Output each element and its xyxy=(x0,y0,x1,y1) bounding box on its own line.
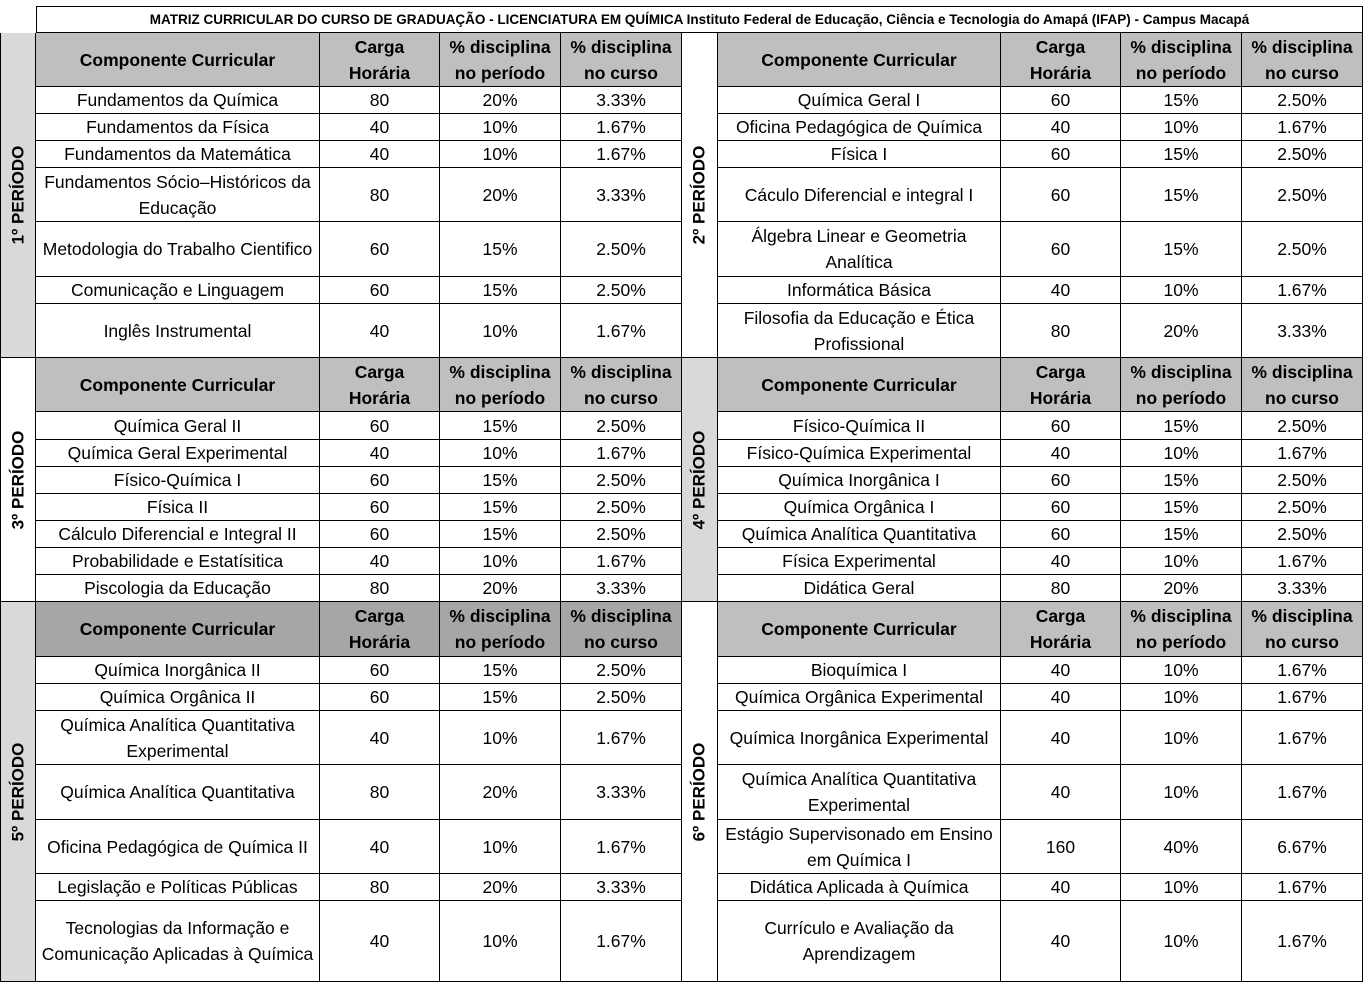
course-component: Química Geral Experimental xyxy=(36,440,320,467)
workload-hours: 60 xyxy=(1001,494,1121,521)
workload-hours: 60 xyxy=(320,222,440,277)
workload-hours: 80 xyxy=(1001,575,1121,602)
workload-hours: 60 xyxy=(320,684,440,711)
percent-period: 10% xyxy=(1121,874,1242,901)
percent-course: 1.67% xyxy=(1242,277,1363,304)
percent-period: 15% xyxy=(1121,222,1242,277)
percent-period: 20% xyxy=(440,168,561,222)
course-component: Química Inorgânica Experimental xyxy=(718,711,1001,765)
workload-hours: 60 xyxy=(320,467,440,494)
percent-course: 1.67% xyxy=(1242,711,1363,765)
workload-hours: 40 xyxy=(320,548,440,575)
column-header: Componente Curricular xyxy=(718,602,1001,657)
percent-period: 10% xyxy=(1121,548,1242,575)
course-component: Filosofia da Educação e Ética Profissional xyxy=(718,304,1001,358)
column-header: % disciplina no período xyxy=(440,33,561,87)
percent-course: 1.67% xyxy=(1242,684,1363,711)
percent-course: 1.67% xyxy=(561,304,682,358)
course-component: Fundamentos da Física xyxy=(36,114,320,141)
column-header: Carga Horária xyxy=(320,602,440,657)
workload-hours: 40 xyxy=(1001,901,1121,982)
percent-period: 20% xyxy=(1121,304,1242,358)
percent-period: 10% xyxy=(1121,657,1242,684)
percent-period: 10% xyxy=(440,114,561,141)
period-label-text: 5º PERÍODO xyxy=(8,742,28,841)
workload-hours: 80 xyxy=(320,765,440,820)
percent-period: 15% xyxy=(1121,87,1242,114)
percent-course: 1.67% xyxy=(1242,901,1363,982)
workload-hours: 40 xyxy=(1001,548,1121,575)
period-label-text: 2º PERÍODO xyxy=(689,145,709,245)
column-header: Componente Curricular xyxy=(718,33,1001,87)
course-component: Legislação e Políticas Públicas xyxy=(36,874,320,901)
workload-hours: 60 xyxy=(320,657,440,684)
percent-period: 15% xyxy=(440,412,561,440)
percent-period: 10% xyxy=(1121,440,1242,467)
column-header: % disciplina no curso xyxy=(561,33,682,87)
percent-course: 1.67% xyxy=(1242,114,1363,141)
percent-period: 10% xyxy=(440,548,561,575)
period-label-text: 4º PERÍODO xyxy=(689,430,709,529)
percent-course: 2.50% xyxy=(1242,521,1363,548)
workload-hours: 60 xyxy=(1001,222,1121,277)
course-component: Metodologia do Trabalho Cientifico xyxy=(36,222,320,277)
percent-period: 20% xyxy=(440,765,561,820)
course-component: Química Orgânica II xyxy=(36,684,320,711)
percent-period: 10% xyxy=(1121,114,1242,141)
course-component: Informática Básica xyxy=(718,277,1001,304)
period-label-text: 3º PERÍODO xyxy=(8,430,28,529)
course-component: Tecnologias da Informação e Comunicação Aplicadas à Química xyxy=(36,901,320,982)
course-component: Currículo e Avaliação da Aprendizagem xyxy=(718,901,1001,982)
percent-course: 1.67% xyxy=(561,711,682,765)
percent-course: 1.67% xyxy=(1242,765,1363,820)
course-component: Química Inorgânica II xyxy=(36,657,320,684)
workload-hours: 60 xyxy=(1001,412,1121,440)
percent-course: 3.33% xyxy=(561,575,682,602)
workload-hours: 40 xyxy=(320,304,440,358)
course-component: Química Analítica Quantitativa Experimental xyxy=(718,765,1001,820)
column-header: Carga Horária xyxy=(1001,358,1121,412)
workload-hours: 40 xyxy=(1001,657,1121,684)
percent-period: 15% xyxy=(440,277,561,304)
percent-course: 1.67% xyxy=(1242,440,1363,467)
percent-course: 2.50% xyxy=(1242,494,1363,521)
column-header: % disciplina no curso xyxy=(561,602,682,657)
workload-hours: 40 xyxy=(320,141,440,168)
percent-course: 2.50% xyxy=(561,521,682,548)
percent-course: 1.67% xyxy=(1242,874,1363,901)
course-component: Estágio Supervisonado em Ensino em Química I xyxy=(718,820,1001,874)
percent-period: 15% xyxy=(440,684,561,711)
percent-period: 10% xyxy=(440,440,561,467)
course-component: Bioquímica I xyxy=(718,657,1001,684)
percent-period: 10% xyxy=(1121,277,1242,304)
percent-period: 15% xyxy=(1121,412,1242,440)
percent-course: 3.33% xyxy=(561,168,682,222)
percent-period: 10% xyxy=(440,141,561,168)
course-component: Comunicação e Linguagem xyxy=(36,277,320,304)
workload-hours: 40 xyxy=(1001,440,1121,467)
column-header: % disciplina no curso xyxy=(1242,33,1363,87)
course-component: Fundamentos da Matemática xyxy=(36,141,320,168)
percent-period: 15% xyxy=(440,521,561,548)
percent-period: 20% xyxy=(440,575,561,602)
column-header: % disciplina no curso xyxy=(561,358,682,412)
percent-course: 1.67% xyxy=(561,440,682,467)
column-header: % disciplina no período xyxy=(1121,602,1242,657)
course-component: Química Inorgânica I xyxy=(718,467,1001,494)
course-component: Química Geral I xyxy=(718,87,1001,114)
percent-course: 1.67% xyxy=(561,548,682,575)
workload-hours: 60 xyxy=(1001,521,1121,548)
column-header: % disciplina no período xyxy=(1121,358,1242,412)
course-component: Álgebra Linear e Geometria Analítica xyxy=(718,222,1001,277)
course-component: Química Orgânica I xyxy=(718,494,1001,521)
workload-hours: 40 xyxy=(320,114,440,141)
workload-hours: 60 xyxy=(320,494,440,521)
percent-course: 2.50% xyxy=(561,494,682,521)
percent-period: 10% xyxy=(440,901,561,982)
percent-course: 2.50% xyxy=(561,467,682,494)
percent-course: 2.50% xyxy=(1242,412,1363,440)
percent-period: 20% xyxy=(440,87,561,114)
percent-period: 20% xyxy=(1121,575,1242,602)
percent-period: 20% xyxy=(440,874,561,901)
course-component: Físico-Química I xyxy=(36,467,320,494)
percent-course: 2.50% xyxy=(1242,87,1363,114)
column-header: Componente Curricular xyxy=(718,358,1001,412)
workload-hours: 40 xyxy=(320,440,440,467)
course-component: Físico-Química II xyxy=(718,412,1001,440)
column-header: Carga Horária xyxy=(1001,602,1121,657)
percent-course: 2.50% xyxy=(1242,168,1363,222)
workload-hours: 80 xyxy=(320,87,440,114)
course-component: Físico-Química Experimental xyxy=(718,440,1001,467)
column-header: Componente Curricular xyxy=(36,358,320,412)
period-label-4 xyxy=(682,358,718,602)
percent-course: 1.67% xyxy=(1242,657,1363,684)
percent-course: 2.50% xyxy=(561,412,682,440)
workload-hours: 60 xyxy=(320,412,440,440)
percent-period: 10% xyxy=(1121,901,1242,982)
period-label-5 xyxy=(0,602,36,982)
course-component: Física I xyxy=(718,141,1001,168)
percent-course: 2.50% xyxy=(561,222,682,277)
percent-period: 15% xyxy=(1121,521,1242,548)
workload-hours: 40 xyxy=(1001,114,1121,141)
percent-course: 3.33% xyxy=(1242,304,1363,358)
matrix-title: MATRIZ CURRICULAR DO CURSO DE GRADUAÇÃO - LICENCIATURA EM QUÍMICA Instituto Federal de Educação, Ciência e Tecnologia do Amapá (IFAP) - Campus Macapá xyxy=(36,6,1363,33)
percent-period: 15% xyxy=(440,494,561,521)
percent-course: 1.67% xyxy=(1242,548,1363,575)
percent-period: 15% xyxy=(1121,141,1242,168)
course-component: Química Analítica Quantitativa xyxy=(718,521,1001,548)
percent-course: 1.67% xyxy=(561,114,682,141)
period-label-text: 6º PERÍODO xyxy=(689,742,709,841)
percent-course: 2.50% xyxy=(1242,467,1363,494)
course-component: Fundamentos Sócio–Históricos da Educação xyxy=(36,168,320,222)
workload-hours: 60 xyxy=(1001,141,1121,168)
period-label-6 xyxy=(682,602,718,982)
period-label-1 xyxy=(0,33,36,358)
percent-course: 1.67% xyxy=(561,141,682,168)
workload-hours: 80 xyxy=(320,168,440,222)
percent-course: 3.33% xyxy=(1242,575,1363,602)
course-component: Didática Geral xyxy=(718,575,1001,602)
percent-period: 10% xyxy=(1121,765,1242,820)
workload-hours: 160 xyxy=(1001,820,1121,874)
percent-period: 15% xyxy=(1121,494,1242,521)
column-header: Carga Horária xyxy=(320,33,440,87)
column-header: % disciplina no período xyxy=(440,358,561,412)
percent-period: 10% xyxy=(440,711,561,765)
percent-period: 10% xyxy=(440,304,561,358)
percent-course: 1.67% xyxy=(561,820,682,874)
workload-hours: 80 xyxy=(1001,304,1121,358)
percent-period: 15% xyxy=(1121,168,1242,222)
column-header: % disciplina no período xyxy=(1121,33,1242,87)
percent-course: 2.50% xyxy=(561,657,682,684)
percent-period: 10% xyxy=(1121,711,1242,765)
workload-hours: 60 xyxy=(1001,168,1121,222)
percent-course: 2.50% xyxy=(1242,141,1363,168)
workload-hours: 60 xyxy=(320,521,440,548)
percent-period: 15% xyxy=(1121,467,1242,494)
workload-hours: 40 xyxy=(320,901,440,982)
course-component: Cáculo Diferencial e integral I xyxy=(718,168,1001,222)
column-header: Carga Horária xyxy=(1001,33,1121,87)
workload-hours: 40 xyxy=(1001,711,1121,765)
percent-period: 15% xyxy=(440,222,561,277)
period-label-3 xyxy=(0,358,36,602)
workload-hours: 60 xyxy=(320,277,440,304)
course-component: Química Analítica Quantitativa xyxy=(36,765,320,820)
course-component: Química Geral II xyxy=(36,412,320,440)
course-component: Química Orgânica Experimental xyxy=(718,684,1001,711)
column-header: Componente Curricular xyxy=(36,33,320,87)
course-component: Didática Aplicada à Química xyxy=(718,874,1001,901)
course-component: Física II xyxy=(36,494,320,521)
period-label-text: 1º PERÍODO xyxy=(8,145,28,245)
course-component: Oficina Pedagógica de Química II xyxy=(36,820,320,874)
workload-hours: 60 xyxy=(1001,87,1121,114)
course-component: Física Experimental xyxy=(718,548,1001,575)
column-header: Componente Curricular xyxy=(36,602,320,657)
workload-hours: 40 xyxy=(1001,874,1121,901)
percent-course: 2.50% xyxy=(1242,222,1363,277)
percent-period: 15% xyxy=(440,657,561,684)
course-component: Fundamentos da Química xyxy=(36,87,320,114)
percent-period: 10% xyxy=(440,820,561,874)
percent-period: 15% xyxy=(440,467,561,494)
percent-course: 1.67% xyxy=(561,901,682,982)
column-header: % disciplina no período xyxy=(440,602,561,657)
course-component: Piscologia da Educação xyxy=(36,575,320,602)
percent-course: 3.33% xyxy=(561,874,682,901)
course-component: Oficina Pedagógica de Química xyxy=(718,114,1001,141)
workload-hours: 60 xyxy=(1001,467,1121,494)
workload-hours: 40 xyxy=(320,711,440,765)
period-label-2 xyxy=(682,33,718,358)
percent-course: 2.50% xyxy=(561,277,682,304)
percent-period: 10% xyxy=(1121,684,1242,711)
workload-hours: 40 xyxy=(1001,765,1121,820)
percent-course: 3.33% xyxy=(561,765,682,820)
column-header: % disciplina no curso xyxy=(1242,358,1363,412)
course-component: Probabilidade e Estatísitica xyxy=(36,548,320,575)
column-header: Carga Horária xyxy=(320,358,440,412)
percent-course: 3.33% xyxy=(561,87,682,114)
course-component: Inglês Instrumental xyxy=(36,304,320,358)
workload-hours: 80 xyxy=(320,874,440,901)
workload-hours: 40 xyxy=(1001,684,1121,711)
percent-period: 40% xyxy=(1121,820,1242,874)
column-header: % disciplina no curso xyxy=(1242,602,1363,657)
workload-hours: 40 xyxy=(1001,277,1121,304)
course-component: Química Analítica Quantitativa Experimental xyxy=(36,711,320,765)
course-component: Cálculo Diferencial e Integral II xyxy=(36,521,320,548)
percent-course: 2.50% xyxy=(561,684,682,711)
percent-course: 6.67% xyxy=(1242,820,1363,874)
workload-hours: 80 xyxy=(320,575,440,602)
workload-hours: 40 xyxy=(320,820,440,874)
